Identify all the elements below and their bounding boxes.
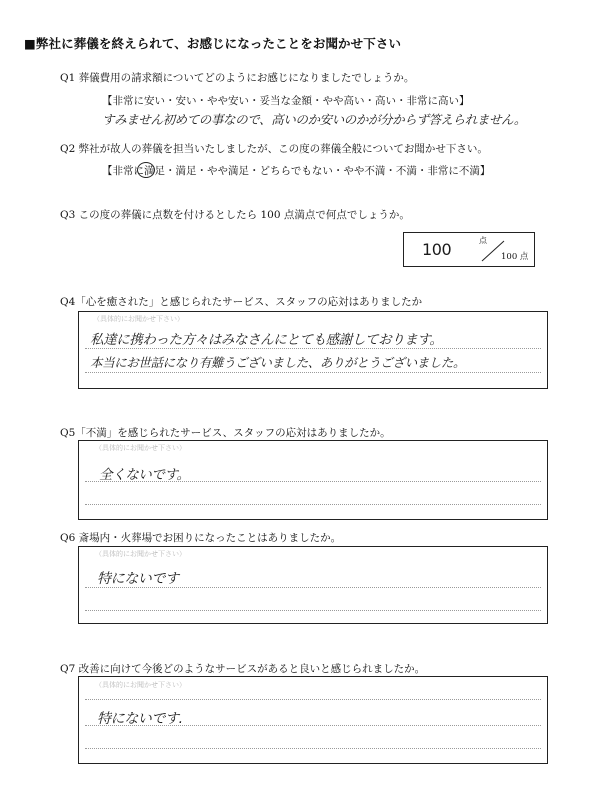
q2-options: 【非常に満足・満足・やや満足・どちらでもない・やや不満・不満・非常に不満】	[102, 165, 491, 177]
q5-question: Q5「不満」を感じられたサービス、スタッフの応対はありましたか。	[60, 427, 391, 439]
q3-score-box	[403, 232, 535, 267]
q4-answer-line1: 私達に携わった方々はみなさんにとても感謝しております。	[90, 332, 443, 348]
q3-question: Q3 この度の葬儀に点数を付けるとしたら 100 点満点で何点でしょうか。	[60, 209, 410, 221]
q5-answer-box	[78, 440, 548, 520]
q5-rule-2	[85, 504, 541, 505]
q3-max: 100 点	[501, 252, 529, 262]
q7-rule-2	[85, 725, 541, 726]
q2-selection-circle	[137, 162, 155, 178]
q5-rule-1	[85, 481, 541, 482]
q3-score: 100	[422, 240, 452, 259]
q4-rule-1	[85, 348, 541, 349]
q7-question: Q7 改善に向けて今後どのようなサービスがあると良いと感じられましたか。	[60, 663, 426, 675]
q6-answer: 特にないです	[97, 571, 179, 587]
q6-rule-2	[85, 610, 541, 611]
q1-answer: すみません初めての事なので、高いのか安いのかが分からず答えられません。	[102, 112, 527, 127]
q4-hint: （具体的にお聞かせ下さい）	[93, 315, 184, 323]
q4-answer-box	[78, 311, 548, 389]
q6-rule-1	[85, 587, 541, 588]
q7-rule-1	[85, 699, 541, 700]
q4-answer-line2: 本当にお世話になり有難うございました、ありがとうございました。	[90, 355, 466, 370]
q6-hint: （具体的にお聞かせ下さい）	[95, 550, 186, 558]
q7-hint: （具体的にお聞かせ下さい）	[95, 681, 186, 689]
q7-rule-3	[85, 748, 541, 749]
survey-heading: ■弊社に葬儀を終えられて、お感じになったことをお聞かせ下さい	[24, 36, 402, 51]
q4-question: Q4「心を癒された」と感じられたサービス、スタッフの応対はありましたか	[60, 296, 423, 308]
q2-question: Q2 弊社が故人の葬儀を担当いたしましたが、この度の葬儀全般についてお聞かせ下さい。	[60, 143, 488, 155]
q5-hint: （具体的にお聞かせ下さい）	[95, 444, 186, 452]
q7-answer-box	[78, 676, 548, 764]
q6-answer-box	[78, 546, 548, 624]
q1-options: 【非常に安い・安い・やや安い・妥当な金額・やや高い・高い・非常に高い】	[102, 95, 470, 107]
q7-answer: 特にないです.	[97, 711, 183, 727]
q5-answer: 全くないです。	[99, 467, 190, 483]
q4-rule-2	[85, 372, 541, 373]
q6-question: Q6 斎場内・火葬場でお困りになったことはありましたか。	[60, 532, 342, 544]
q3-unit: 点	[479, 236, 487, 245]
q1-question: Q1 葬儀費用の請求額についてどのようにお感じになりましたでしょうか。	[60, 72, 415, 84]
